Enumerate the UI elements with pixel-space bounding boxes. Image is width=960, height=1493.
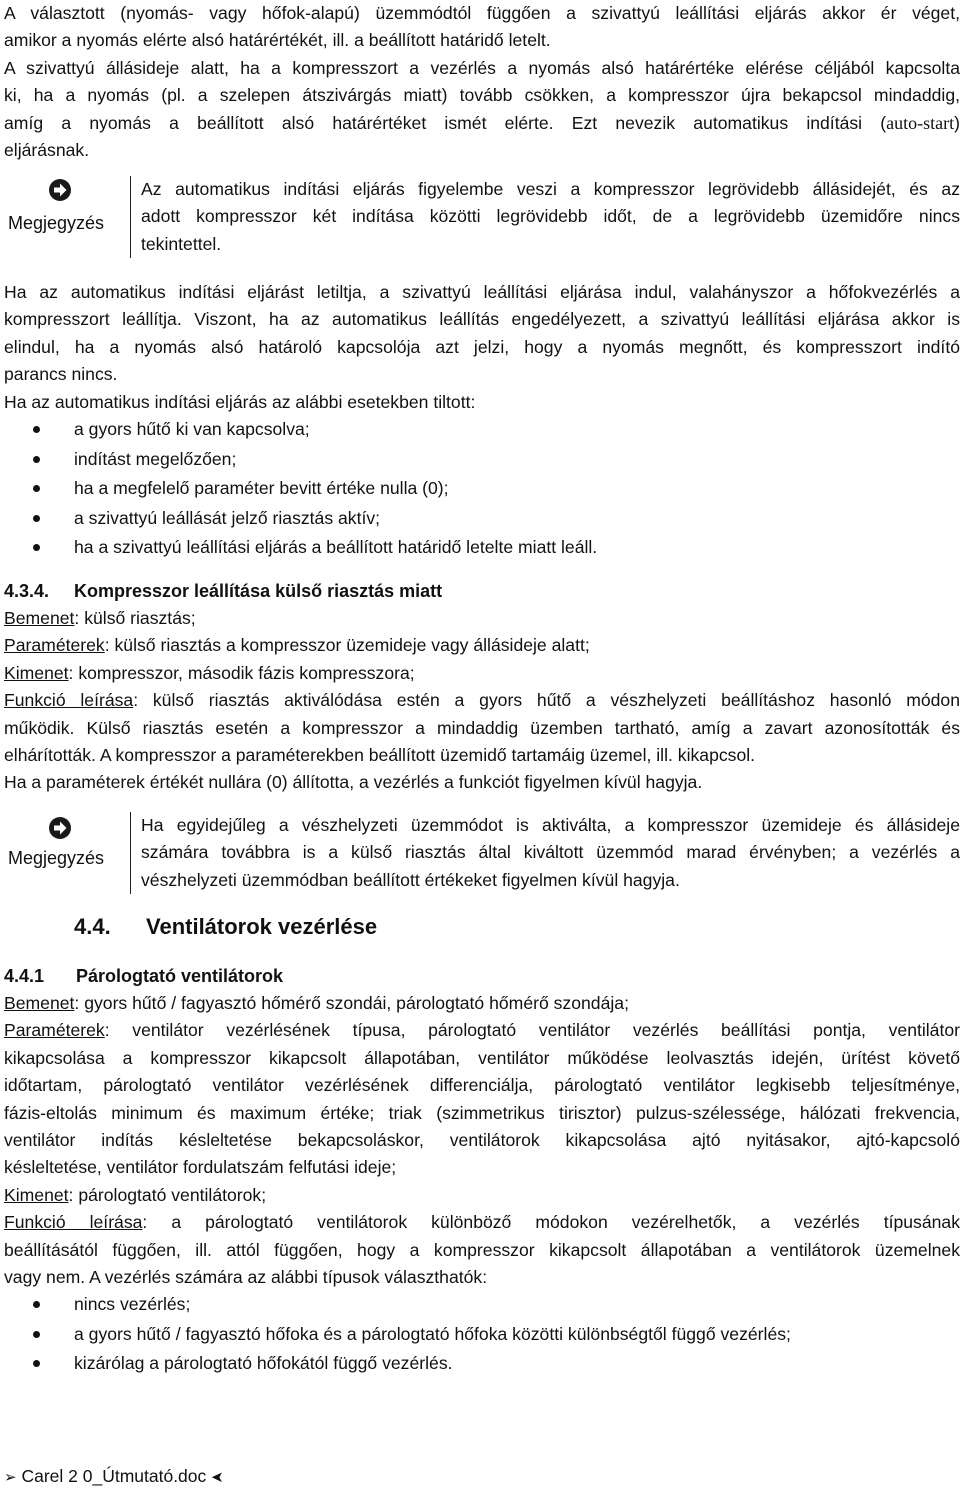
function-line — [4, 1209, 960, 1236]
section-heading — [74, 911, 377, 943]
list-item-text: ha a megfelelő paraméter bevitt értéke nulla (0); — [74, 478, 449, 498]
text-line: ki, ha a nyomás (pl. a szelepen átszivárgás miatt) tovább csökken, a kompresszor újra bekapcsol mindaddig, — [4, 85, 960, 106]
section-number: 4.4. — [74, 914, 111, 939]
text-line: késleltetése, ventilátor fordulatszám felfutási ideje; — [4, 1157, 397, 1178]
input-label: Bemenet — [4, 993, 75, 1013]
note-label: Megjegyzés — [8, 213, 105, 233]
list-item-text: a gyors hűtő ki van kapcsolva; — [74, 419, 310, 439]
note-body — [130, 812, 960, 894]
list-item-text: indítást megelőzően; — [74, 448, 237, 469]
list-item-text: a szivattyú leállását jelző riasztás aktív; — [74, 507, 381, 528]
note-box — [4, 176, 960, 260]
text-line: Ha az automatikus indítási eljárást letiltja, a szivattyú leállítási eljárása indul, valahányszor a hőfokvezérlés a — [4, 282, 960, 302]
arrow-circle-icon — [48, 178, 72, 202]
list-item — [4, 1349, 960, 1379]
list-item-text: a gyors hűtő / fagyasztó hőfoka és a párologtató hőfoka közötti különbségtől függő vezérlés; — [74, 1323, 791, 1344]
bullet-icon — [33, 544, 40, 551]
text-line: elindul, ha a nyomás alsó határoló kapcsolója azt jelzi, hogy a nyomás megnőtt, és kompresszort indító — [4, 336, 960, 357]
bullet-icon — [33, 1301, 40, 1308]
text-line: kompresszort leállítja. Viszont, ha az automatikus leállítás engedélyezett, a szivattyú leállítási eljárása akkor is — [4, 309, 960, 330]
input-line — [4, 990, 960, 1017]
output-line — [4, 660, 960, 687]
output-line — [4, 1182, 960, 1209]
parameters-line — [4, 1017, 960, 1044]
list-item-text: ha a szivattyú leállítási eljárás a beállított határidő letelte miatt leáll. — [74, 537, 598, 557]
bullet-list-blocked-cases — [4, 415, 960, 563]
note-label-area — [4, 176, 130, 260]
function-label: Funkció leírása — [4, 690, 134, 711]
input-text: : külső riasztás; — [74, 608, 196, 628]
input-label: Bemenet — [4, 608, 75, 628]
arrow-circle-icon — [48, 816, 72, 840]
text-line: parancs nincs. — [4, 364, 118, 385]
function-text: : a párologtató ventilátorok különböző módokon vezérelhetők, a vezérlés típusának — [142, 1212, 960, 1233]
text-line: elhárították. A kompresszor a paraméterekben beállított üzemidő tartamáig üzemel, ill. kikapcsol. — [4, 745, 756, 766]
function-line — [4, 687, 960, 714]
text-line: eljárásnak. — [4, 140, 90, 161]
section-4-3-4 — [4, 577, 960, 797]
text-line — [4, 110, 960, 137]
output-text: : kompresszor, második fázis kompresszora; — [68, 662, 415, 683]
list-item — [4, 1320, 960, 1350]
list-item-text: kizárólag a párologtató hőfokától függő vezérlés. — [74, 1353, 453, 1373]
parameters-line — [4, 632, 960, 659]
bullet-list-control-types — [4, 1290, 960, 1379]
paragraph-auto-start — [4, 0, 960, 164]
list-item — [4, 474, 960, 504]
list-item — [4, 415, 960, 445]
text-line: működik. Külső riasztás esetén a kompresszor a mindaddig üzemben tartható, amíg a zavart azonosították és — [4, 717, 960, 738]
bullet-icon — [33, 1331, 40, 1338]
list-item — [4, 533, 960, 563]
output-text: : párologtató ventilátorok; — [68, 1184, 267, 1205]
text-line: Ha az automatikus indítási eljárás az alábbi esetekben tiltott: — [4, 391, 476, 412]
note-body — [130, 176, 960, 258]
function-text: : külső riasztás aktiválódása estén a gyors hűtő a vészhelyzeti beállításhoz hasonló módon — [133, 690, 960, 711]
text-line: számára továbbra is a külső riasztás által kiváltott üzemmód marad érvényben; a vezérlés a — [141, 842, 960, 863]
input-line — [4, 605, 960, 632]
text-line: tekintettel. — [141, 233, 222, 254]
text-fragment: ) — [954, 112, 960, 133]
output-label: Kimenet — [4, 1184, 69, 1205]
text-line: A választott (nyomás- vagy hőfok-alapú) üzemmódtól függően a szivattyú leállítási eljárás akkor ér véget, — [4, 3, 960, 23]
section-heading — [4, 577, 960, 605]
text-line: Ha a paraméterek értékét nullára (0) állította, a vezérlés a funkciót figyelmen kívül hagyja. — [4, 772, 703, 793]
output-label: Kimenet — [4, 662, 69, 683]
section-4-4 — [74, 911, 377, 943]
list-item — [4, 504, 960, 534]
text-line: A szivattyú állásideje alatt, ha a kompresszort a vezérlés a nyomás alsó határértéke elérése céljából kapcsolta — [4, 57, 960, 78]
text-line: beállításától függően, ill. attól függően, hogy a kompresszor kikapcsolt állapotában a ventilátorok üzemelnek — [4, 1239, 960, 1260]
list-item — [4, 1290, 960, 1320]
section-title: Kompresszor leállítása külső riasztás miatt — [74, 581, 443, 601]
note-label: Megjegyzés — [8, 848, 105, 868]
parameters-text: : ventilátor vezérlésének típusa, párologtató ventilátor vezérlés beállítási pontja, ventilátor — [104, 1020, 960, 1041]
list-item-text: nincs vezérlés; — [74, 1294, 191, 1314]
term-auto-start: auto-start — [886, 112, 955, 133]
bullet-icon — [33, 515, 40, 522]
parameters-label: Paraméterek — [4, 1020, 105, 1041]
parameters-label: Paraméterek — [4, 635, 105, 656]
bullet-icon — [33, 1360, 40, 1367]
text-line: vészhelyzeti üzemmódban beállított értékeket figyelmen kívül hagyja. — [141, 869, 680, 890]
function-label: Funkció leírása — [4, 1212, 143, 1233]
paragraph-disable-auto-start — [4, 279, 960, 416]
section-number: 4.4.1 — [4, 966, 45, 986]
section-4-4-1 — [4, 962, 960, 1291]
text-line: kikapcsolása a kompresszor kikapcsolt állapotában, ventilátor működése leolvasztás idején, ürítést követő — [4, 1047, 960, 1068]
bullet-icon — [33, 456, 40, 463]
text-line: vagy nem. A vezérlés számára az alábbi típusok választhatók: — [4, 1267, 488, 1288]
section-title: Ventilátorok vezérlése — [146, 914, 378, 939]
section-heading — [4, 962, 960, 990]
text-line: adott kompresszor két indítása közötti legrövidebb időt, de a legrövidebb üzemidőre nincs — [141, 206, 960, 227]
text-line: ventilátor indítás késleltetése bekapcsoláskor, ventilátorok kikapcsolása ajtó nyitásakor, ajtó-kapcsoló — [4, 1130, 960, 1151]
note-box — [4, 812, 960, 896]
parameters-text: : külső riasztás a kompresszor üzemideje vagy állásideje alatt; — [104, 635, 590, 656]
footer-left-arrow-icon: ➢ — [4, 1468, 17, 1486]
section-number: 4.3.4. — [4, 581, 50, 601]
page-footer — [4, 1465, 224, 1488]
section-title: Párologtató ventilátorok — [76, 966, 284, 986]
text-line: amikor a nyomás elérte alsó határértékét, ill. a beállított határidő letelt. — [4, 30, 551, 51]
list-item — [4, 445, 960, 475]
footer-filename: Carel 2 0_Útmutató.doc — [21, 1466, 207, 1486]
text-line: Ha egyidejűleg a vészhelyzeti üzemmódot is aktiválta, a kompresszor üzemideje és állásideje — [141, 815, 960, 835]
text-line: Az automatikus indítási eljárás figyelembe veszi a kompresszor legrövidebb állásidejét, és az — [141, 179, 960, 199]
bullet-icon — [33, 426, 40, 433]
note-label-area — [4, 812, 130, 896]
text-line: időtartam, párologtató ventilátor vezérlésének differenciálja, párologtató ventilátor legkisebb teljesítménye, — [4, 1075, 960, 1096]
input-text: : gyors hűtő / fagyasztó hőmérő szondái, párologtató hőmérő szondája; — [74, 993, 629, 1013]
bullet-icon — [33, 485, 40, 492]
footer-right-arrow-icon: ➤ — [211, 1468, 224, 1486]
text-fragment: amíg a nyomás a beállított alsó határértéket ismét elérte. Ezt nevezik automatikus indítási ( — [4, 112, 887, 133]
text-line: fázis-eltolás minimum és maximum értéke; triak (szimmetrikus tirisztor) pulzus-szélessége, hálózati frekvencia, — [4, 1102, 960, 1123]
